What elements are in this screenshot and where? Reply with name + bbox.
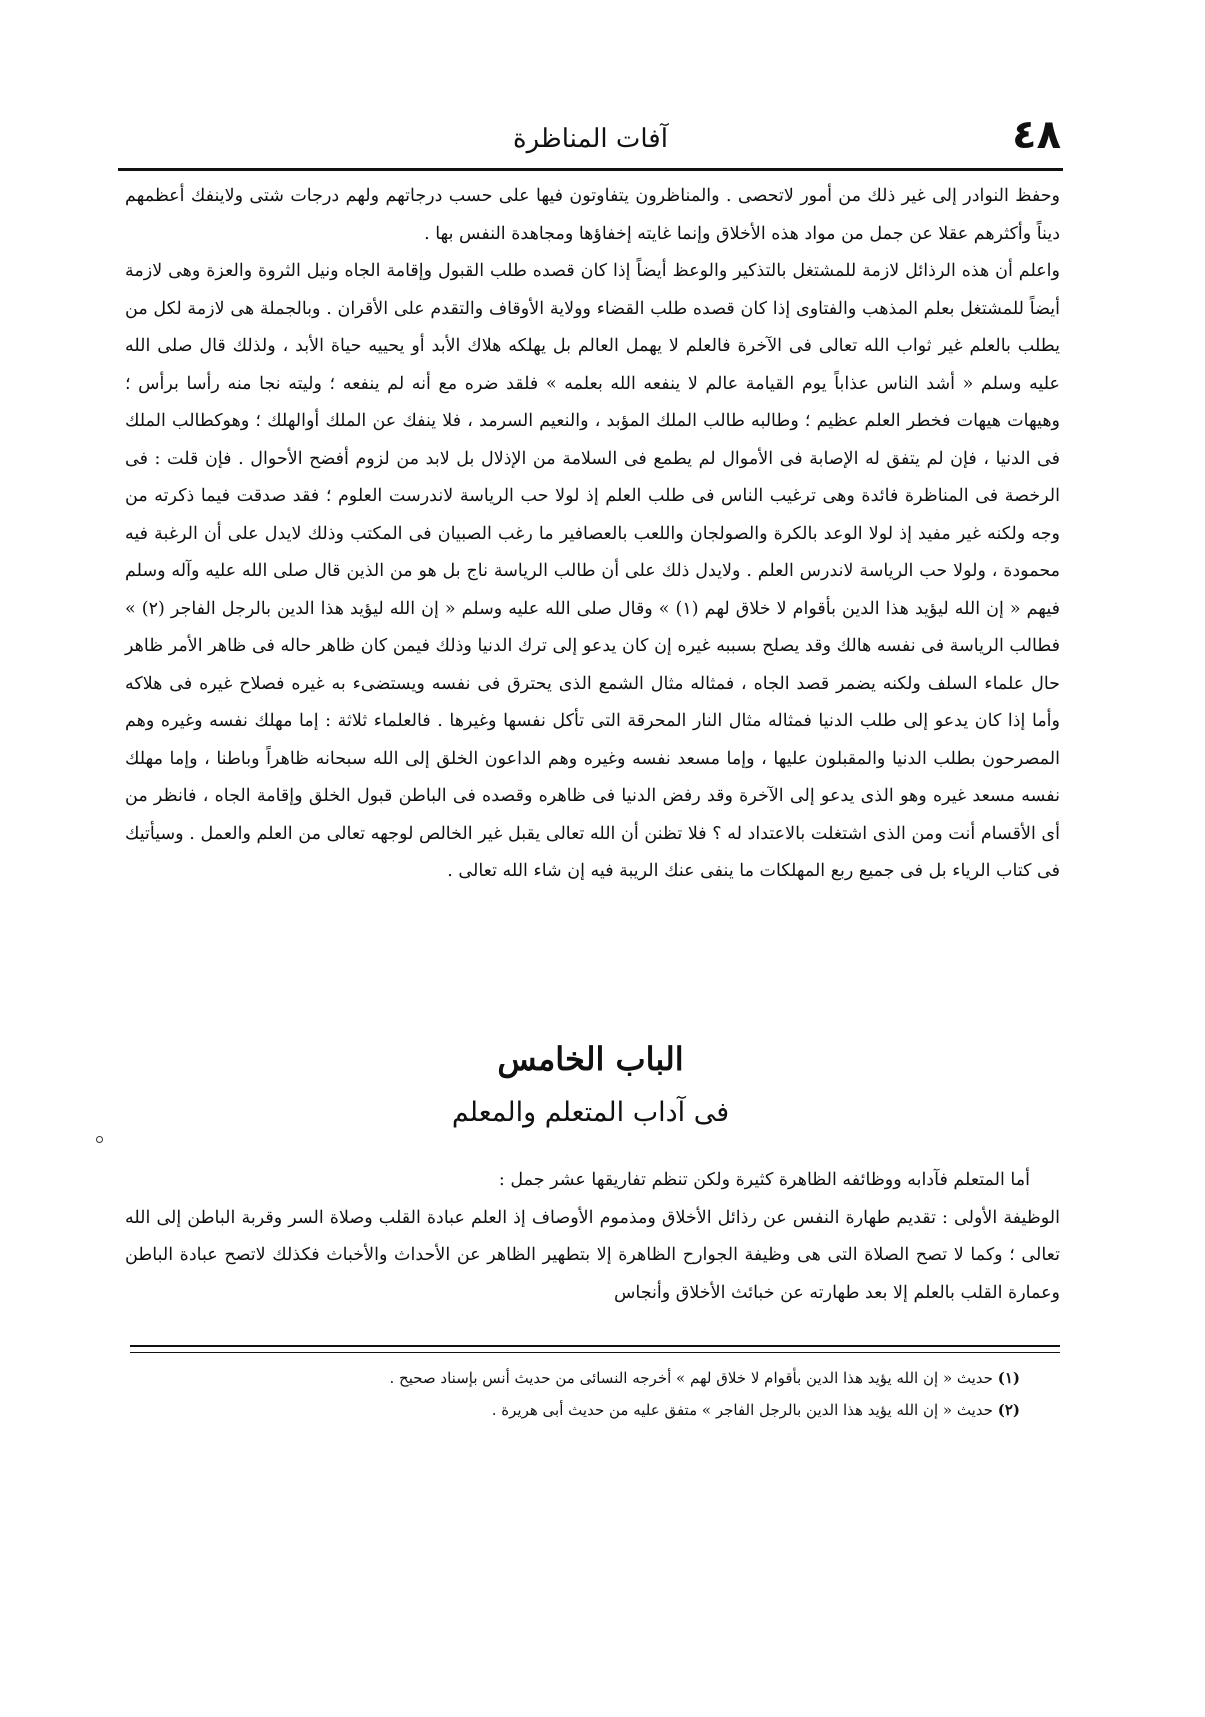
scan-speck: [96, 1136, 103, 1143]
footnote: [200, 1394, 1020, 1426]
footnote-mark: (١): [997, 1369, 1020, 1387]
footnotes: [200, 1362, 1020, 1426]
footnote-rule-thin: [130, 1352, 1060, 1353]
footnote-mark: (٢): [997, 1401, 1020, 1419]
running-title: آفات المناظرة: [513, 124, 668, 154]
chapter-subtitle: فى آداب المتعلم والمعلم: [451, 1097, 730, 1128]
page-number: ٤٨: [1012, 112, 1061, 158]
footnote: [200, 1362, 1020, 1394]
page-header: [118, 112, 1063, 168]
section-intro: أما المتعلم فآدابه ووظائفه الظاهرة كثيرة ولكن تنظم تفاريقها عشر جمل :: [498, 1170, 1030, 1190]
paragraph: واعلم أن هذه الرذائل لازمة للمشتغل بالتذكير والوعظ أيضاً إذا كان قصده طلب القبول وإقامة الجاه ونيل الثروة والعزة وهى لازمة أيضاً للمشتغل بعلم المذهب والفتاوى إذا كان قصده طلب القضاء وولاية الأوقاف والتقدم على الأقران . وبالجملة هى لازمة لكل من يطلب بالعلم غير ثواب الله تعالى فى الآخرة فالعلم لا يهمل العالم بل يهلكه هلاك الأبد أو يحييه حياة الأبد ، ولذلك قال صلى الله عليه وسلم « أشد الناس عذاباً يوم القيامة عالم لا ينفعه الله بعلمه » فلقد ضره مع أنه لم ينفعه ؛ وليته نجا منه رأسا برأس ؛ وهيهات هيهات فخطر العلم عظيم ؛ وطالبه طالب الملك المؤبد ، والنعيم السرمد ، فلا ينفك عن الملك أوالهلك ؛ وهوكطالب الملك فى الدنيا ، فإن لم يتفق له الإصابة فى الأموال لم يطمع فى السلامة من الإذلال بل لابد من لزوم أفضح الأحوال . فإن قلت : فى الرخصة فى المناظرة فائدة وهى ترغيب الناس فى طلب العلم إذ لولا حب الرياسة لاندرست العلوم ؛ فقد صدقت فيما ذكرته من وجه ولكنه غير مفيد إذ لولا الوعد بالكرة والصولجان واللعب بالعصافير ما رغب الصبيان فى المكتب وذلك لايدل على أن الرغبة فيه محمودة ، ولولا حب الرياسة لاندرس العلم . ولايدل ذلك على أن طالب الرياسة ناج بل هو من الذين قال صلى الله عليه وآله وسلم فيهم « إن الله ليؤيد هذا الدين بأقوام لا خلاق لهم (١) » وقال صلى الله عليه وسلم « إن الله ليؤيد هذا الدين بالرجل الفاجر (٢) » فطالب الرياسة فى نفسه هالك وقد يصلح بسببه غيره إن كان يدعو إلى ترك الدنيا وذلك فيمن كان ظاهر حاله فى ظاهر الأمر ظاهر حال علماء السلف ولكنه يضمر قصد الجاه ، فمثاله مثال الشمع الذى يحترق فى نفسه ويستضىء به غيره فصلاح غيره فى هلاكه وأما إذا كان يدعو إلى طلب الدنيا فمثاله مثال النار المحرقة التى تأكل نفسها وغيرها . فالعلماء ثلاثة : إما مهلك نفسه وغيره وهم المصرحون بطلب الدنيا والمقبلون عليها ، وإما مسعد نفسه وغيره وهم الداعون الخلق إلى الله سبحانه ظاهراً وباطنا ، وإما مهلك نفسه مسعد غيره وهو الذى يدعو إلى الآخرة وقد رفض الدنيا فى ظاهره وقصده فى الباطن قبول الخلق وإقامة الجاه ، فانظر من أى الأقسام أنت ومن الذى اشتغلت بالاعتداد له ؟ فلا تظنن أن الله تعالى يقبل غير الخالص لوجهه تعالى من العلم والعمل . وسيأتيك فى كتاب الرياء بل فى جميع ربع المهلكات ما ينفى عنك الريبة فيه إن شاء الله تعالى .: [125, 261, 1060, 881]
header-rule: [118, 168, 1063, 171]
footnote-text: حديث « إن الله يؤيد هذا الدين بأقوام لا خلاق لهم » أخرجه النسائى من حديث أنس بإسناد صحيح .: [389, 1369, 993, 1387]
chapter-title: الباب الخامس: [497, 1040, 684, 1078]
paragraph: وحفظ النوادر إلى غير ذلك من أمور لاتحصى . والمناظرون يتفاوتون فيها على حسب درجاتهم ولهم درجات شتى ولاينفك أعظمهم ديناً وأكثرهم عقلا عن جمل من مواد هذه الأخلاق وإنما غايته إخفاؤها ومجاهدة النفس بها .: [125, 186, 1060, 244]
footnote-text: حديث « إن الله يؤيد هذا الدين بالرجل الفاجر » متفق عليه من حديث أبى هريرة .: [491, 1401, 993, 1419]
main-text: [125, 178, 1060, 891]
footnote-rule: [130, 1345, 1060, 1347]
section-text: [125, 1162, 1060, 1312]
duty-paragraph: الوظيفة الأولى : تقديم طهارة النفس عن رذائل الأخلاق ومذموم الأوصاف إذ العلم عبادة القلب وصلاة السر وقربة الباطن إلى الله تعالى ؛ وكما لا تصح الصلاة التى هى وظيفة الجوارح الظاهرة إلا بتطهير الظاهر عن الأحداث والأخباث فكذلك لاتصح عبادة الباطن وعمارة القلب بالعلم إلا بعد طهارته عن خبائث الأخلاق وأنجاس: [125, 1207, 1060, 1303]
